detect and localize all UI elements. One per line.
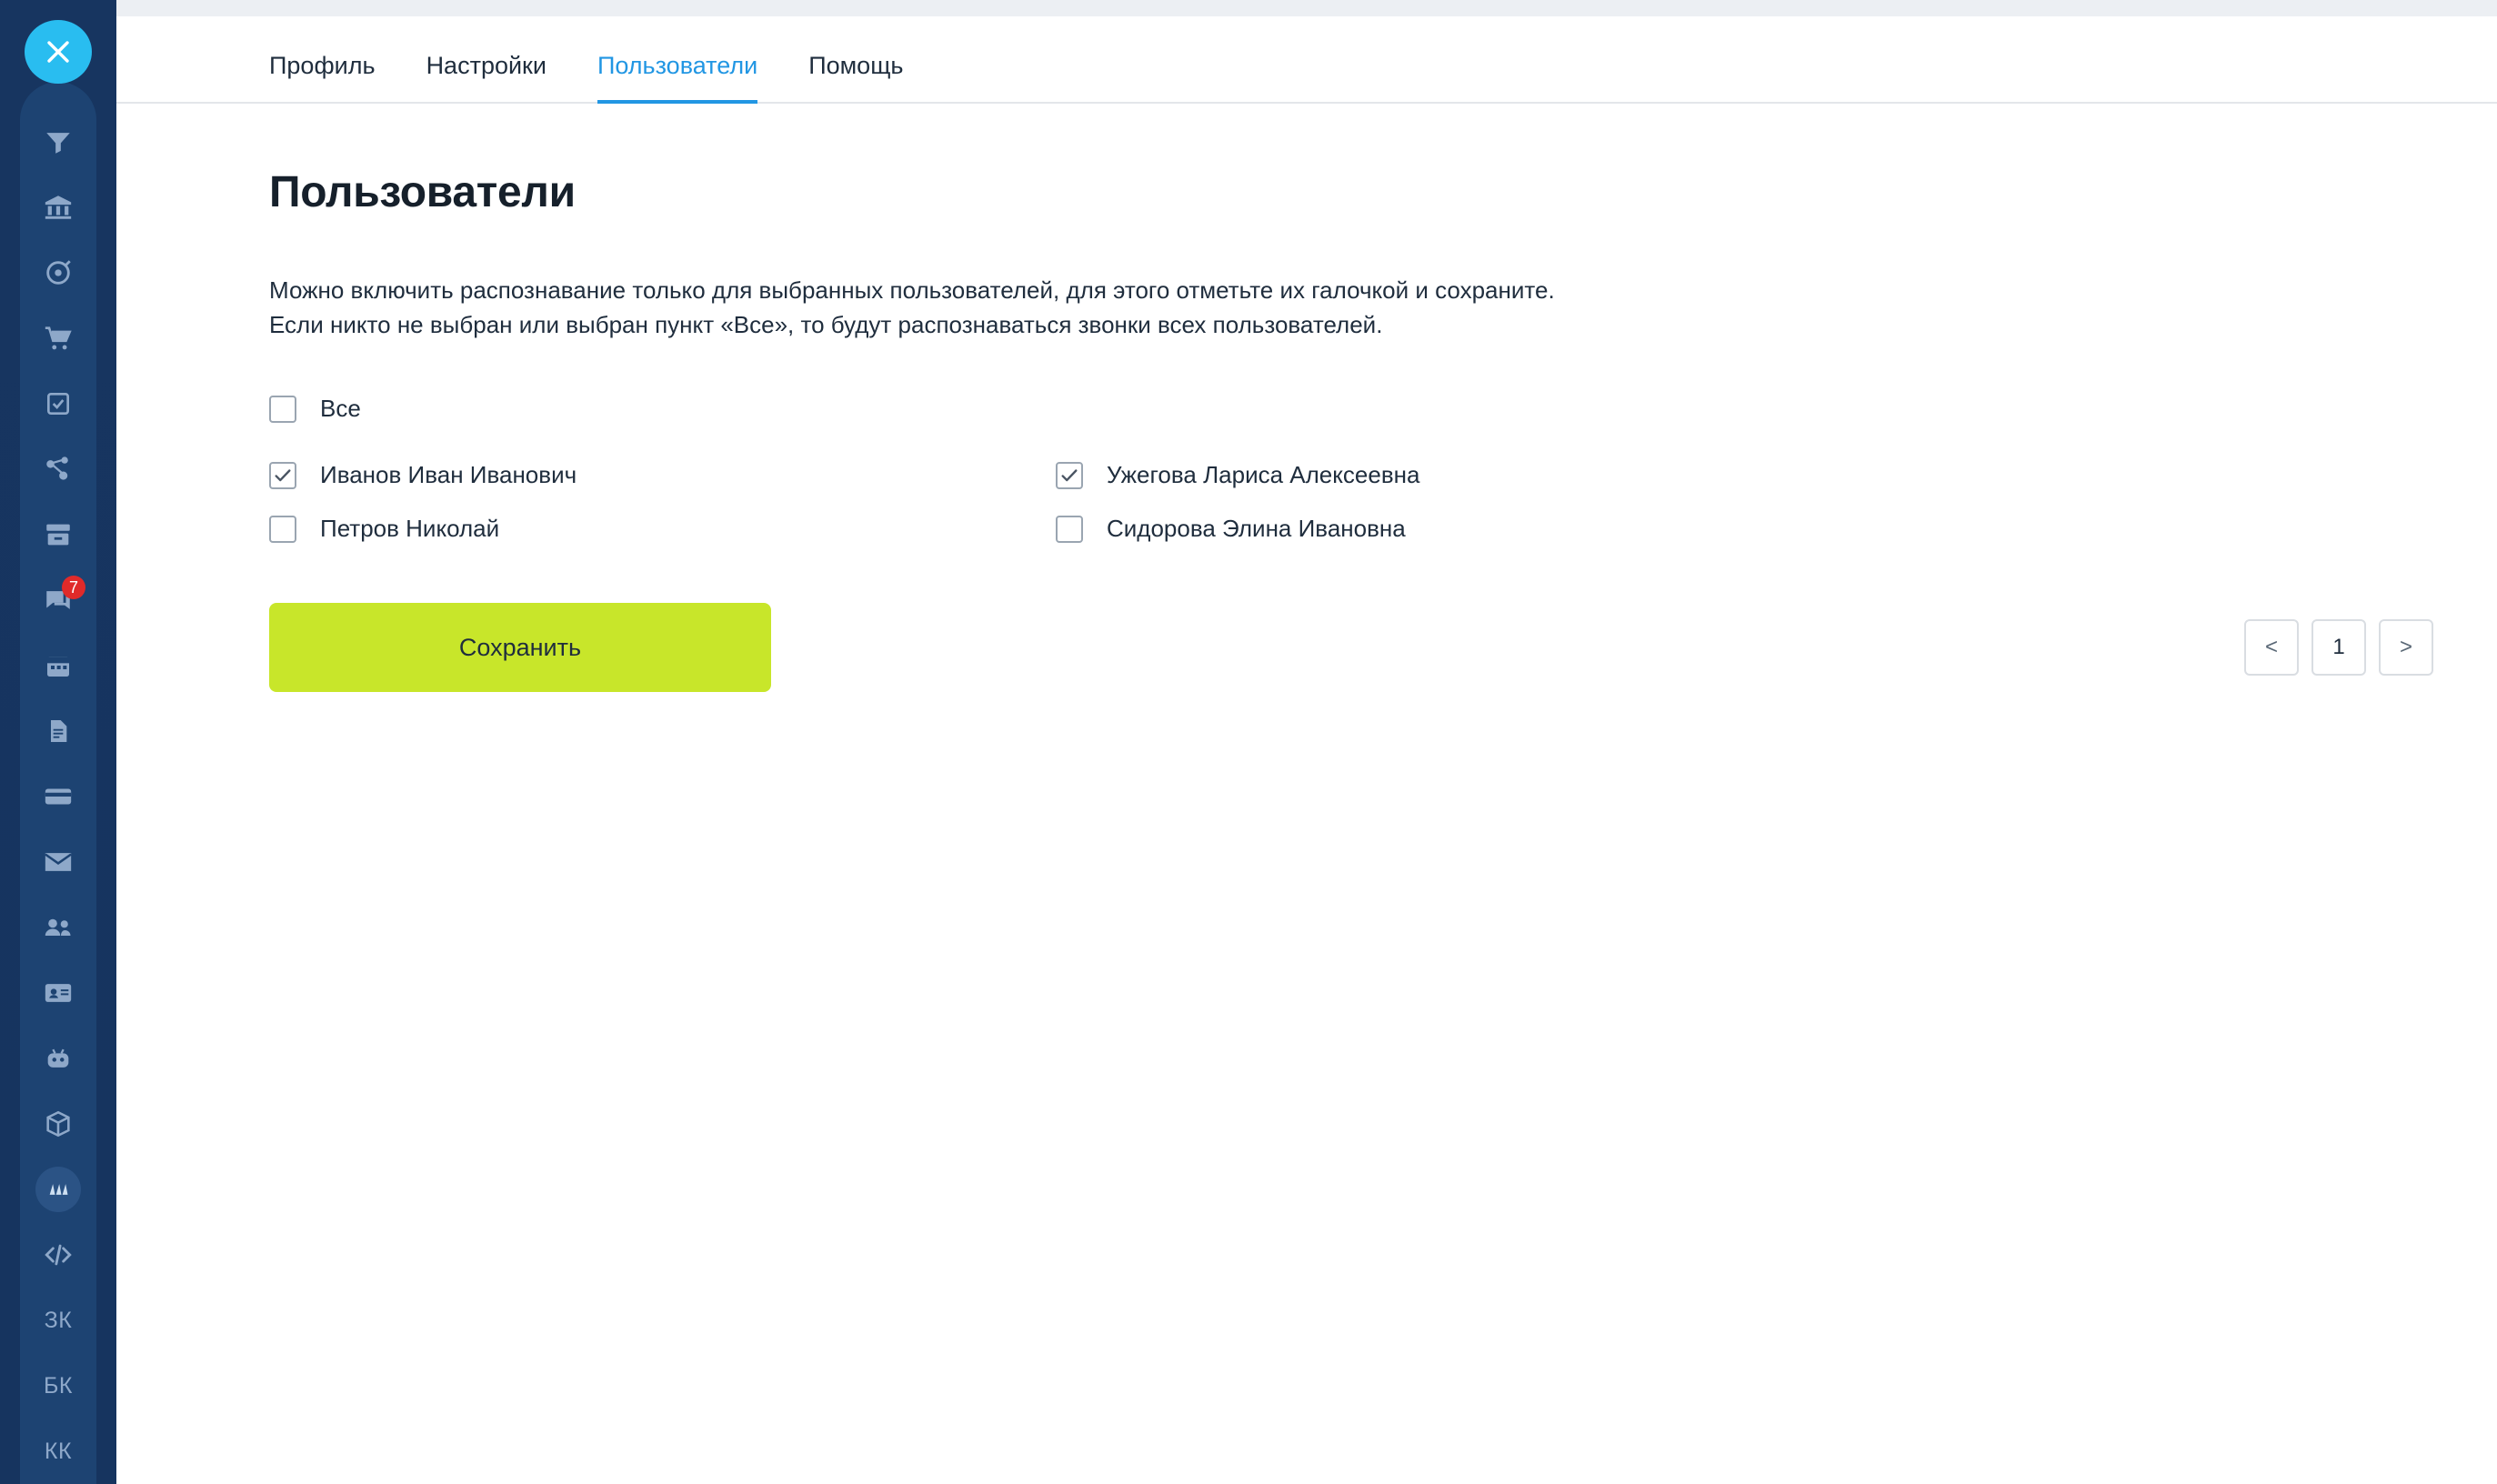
pagination-next-button[interactable]: > [2379, 619, 2433, 676]
user-checkbox-petrov[interactable] [269, 516, 296, 543]
sidebar-item-zk[interactable]: ЗК [44, 1307, 73, 1333]
chat-badge: 7 [62, 576, 85, 599]
checkbox-all-label: Все [320, 395, 361, 423]
user-checkbox-sidorova[interactable] [1056, 516, 1083, 543]
tab-settings[interactable]: Настройки [426, 52, 547, 79]
sidebar-item-mail-icon[interactable] [20, 829, 96, 895]
sidebar-item-bk[interactable]: БК [44, 1372, 73, 1399]
page-content [116, 167, 2497, 692]
sidebar-item-bank-icon[interactable] [20, 175, 96, 240]
sidebar-item-document-icon[interactable] [20, 698, 96, 764]
user-row-ivanov[interactable] [269, 461, 1056, 489]
user-checkbox-uzhegova[interactable] [1056, 462, 1083, 489]
analytics-ring [35, 1167, 81, 1212]
sidebar-item-kk[interactable]: КК [44, 1438, 73, 1464]
sidebar-item-users-icon[interactable] [20, 895, 96, 960]
user-label-uzhegova: Ужегова Лариса Алексеевна [1107, 461, 1420, 489]
description-line-2: Если никто не выбран или выбран пункт «Все», то будут распознаваться звонки всех пользователей. [269, 310, 1383, 338]
page-description [269, 274, 2497, 342]
sidebar-item-checklist-icon[interactable] [20, 371, 96, 436]
sidebar-item-archive-icon[interactable] [20, 502, 96, 567]
user-row-petrov[interactable] [269, 515, 1056, 543]
main-area [116, 0, 2497, 1484]
sidebar-item-robot-icon[interactable] [20, 1026, 96, 1091]
sidebar-item-code-icon[interactable] [20, 1222, 96, 1288]
sidebar-item-share-nodes-icon[interactable] [20, 436, 96, 502]
sidebar-item-analytics-icon[interactable] [20, 1157, 96, 1222]
close-icon[interactable] [25, 20, 92, 84]
tab-bar [116, 16, 2497, 104]
description-line-1: Можно включить распознавание только для выбранных пользователей, для этого отметьте их галочкой и сохраните. [269, 276, 1555, 304]
user-checkbox-grid [269, 461, 1906, 543]
pagination-prev-button[interactable]: < [2244, 619, 2299, 676]
user-row-uzhegova[interactable] [1056, 461, 1906, 489]
sidebar-nav [0, 109, 116, 1484]
sidebar-item-card-icon[interactable] [20, 764, 96, 829]
sidebar-item-box-icon[interactable] [20, 1091, 96, 1157]
user-checkbox-ivanov[interactable] [269, 462, 296, 489]
pagination [2244, 619, 2433, 676]
sidebar-item-calendar-icon[interactable] [20, 633, 96, 698]
sidebar [0, 0, 116, 1484]
sidebar-item-cart-icon[interactable] [20, 306, 96, 371]
sidebar-item-filter-icon[interactable] [20, 109, 96, 175]
user-label-ivanov: Иванов Иван Иванович [320, 461, 577, 489]
page-title: Пользователи [269, 168, 576, 216]
top-strip [116, 0, 2497, 16]
sidebar-item-contact-card-icon[interactable] [20, 960, 96, 1026]
save-button[interactable]: Сохранить [269, 603, 771, 692]
tab-help[interactable]: Помощь [808, 52, 904, 79]
pagination-page-1[interactable]: 1 [2311, 619, 2366, 676]
tab-profile[interactable]: Профиль [269, 52, 376, 79]
user-row-sidorova[interactable] [1056, 515, 1906, 543]
user-label-sidorova: Сидорова Элина Ивановна [1107, 515, 1406, 543]
actions-row [269, 603, 2497, 692]
user-label-petrov: Петров Николай [320, 515, 500, 543]
sidebar-item-target-icon[interactable] [20, 240, 96, 306]
checkbox-all-box[interactable] [269, 396, 296, 423]
sidebar-item-chat-icon[interactable] [20, 567, 96, 633]
checkbox-all[interactable] [269, 395, 2497, 423]
tab-users[interactable]: Пользователи [597, 52, 757, 104]
